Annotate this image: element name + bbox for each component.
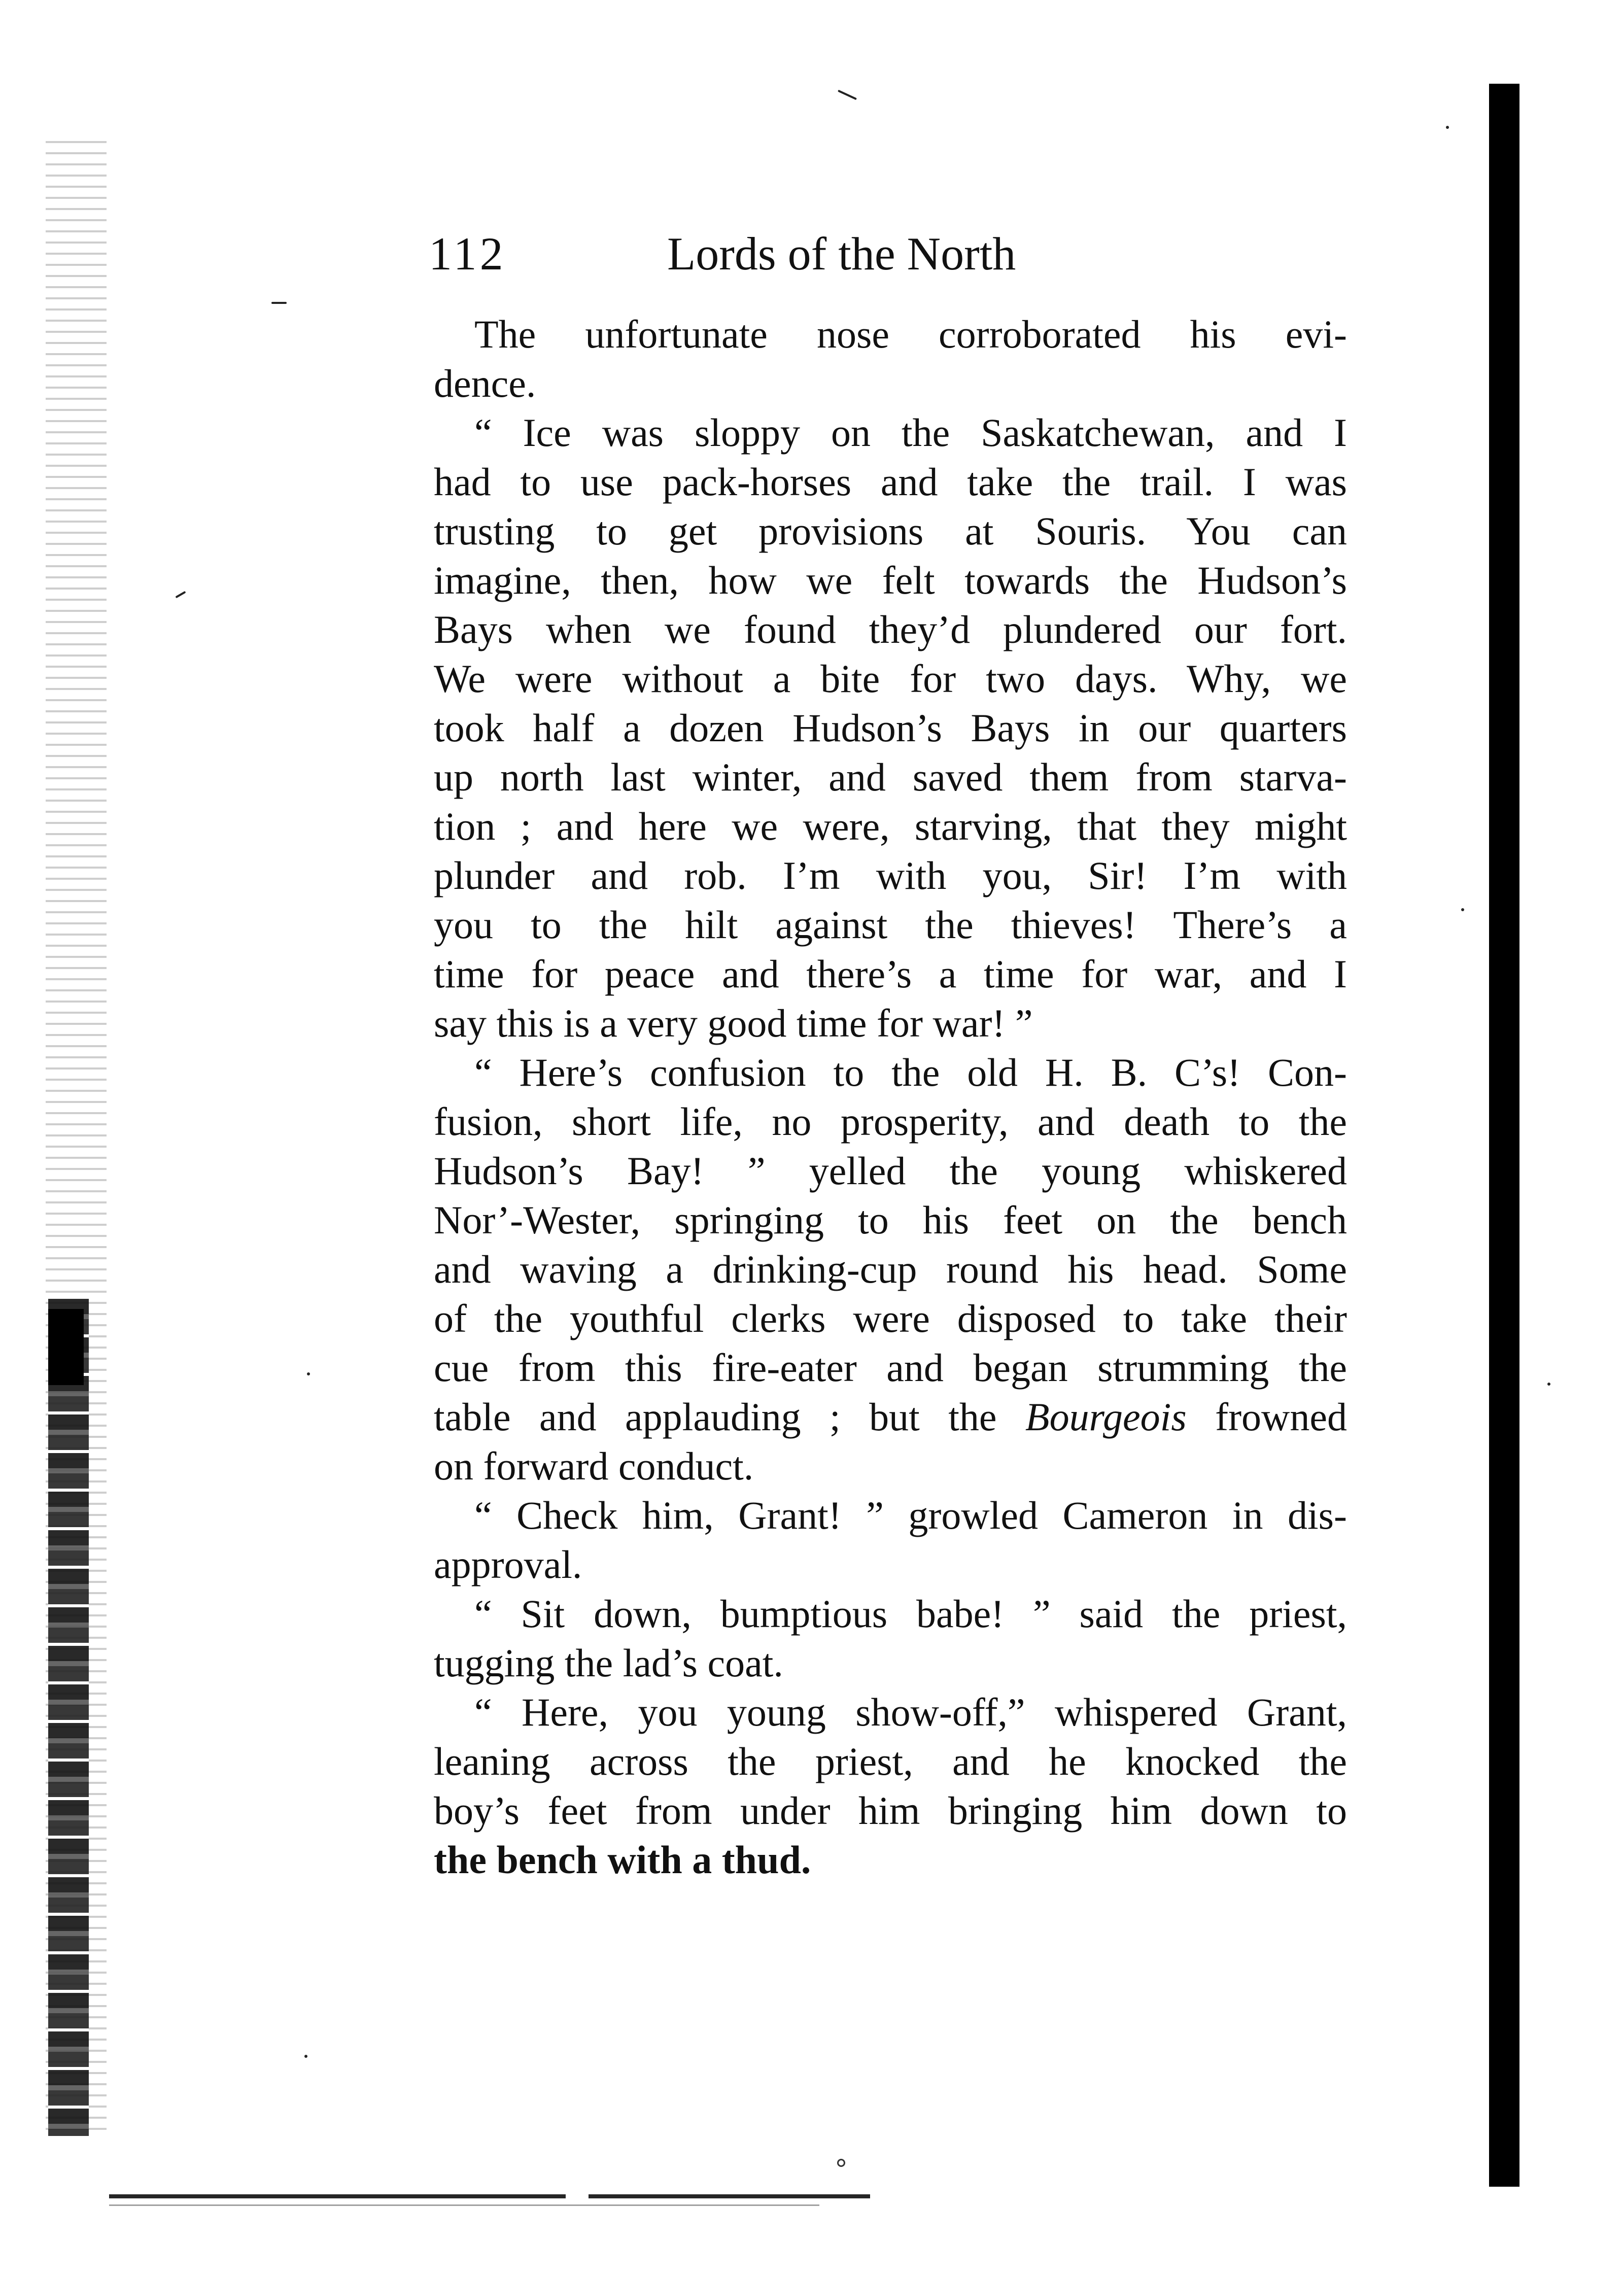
text-line: Nor’-Wester, springing to his feet on the bench (434, 1198, 1347, 1242)
text-line: “ Ice was sloppy on the Saskatchewan, and I (474, 410, 1347, 455)
text-line: approval. (434, 1542, 582, 1587)
scan-speck (838, 90, 857, 100)
text-line: trusting to get provisions at Souris. You can (434, 509, 1347, 553)
italic-line-before: table and applauding ; but the (434, 1395, 1025, 1439)
text-line: the bench with a thud. (434, 1838, 811, 1882)
scan-speck (271, 302, 287, 304)
text-line: The unfortunate nose corroborated his evi- (474, 312, 1347, 356)
text-line: plunder and rob. I’m with you, Sir! I’m with (434, 853, 1347, 898)
text-line: say this is a very good time for war! ” (434, 1001, 1033, 1045)
text-line-with-italic (434, 1392, 1347, 1441)
text-line: boy’s feet from under him bringing him down to (434, 1788, 1347, 1833)
text-line: on forward conduct. (434, 1444, 754, 1488)
text-line: tion ; and here we were, starving, that they might (434, 804, 1347, 848)
body-text (434, 309, 1347, 1884)
text-line: tugging the lad’s coat. (434, 1641, 783, 1685)
scan-spine-dark-band (48, 1299, 89, 2136)
scan-speck (304, 2055, 307, 2058)
text-line: of the youthful clerks were disposed to take their (434, 1296, 1347, 1340)
text-line: We were without a bite for two days. Why, we (434, 657, 1347, 701)
text-line: leaning across the priest, and he knocked the (434, 1739, 1347, 1783)
text-line: you to the hilt against the thieves! There’s a (434, 903, 1347, 947)
text-line: fusion, short life, no prosperity, and death to the (434, 1099, 1347, 1144)
text-line: “ Here’s confusion to the old H. B. C’s! Con- (474, 1050, 1347, 1094)
text-line: Hudson’s Bay! ” yelled the young whiskered (434, 1149, 1347, 1193)
running-title: Lords of the North (667, 228, 1016, 280)
scan-speck (1547, 1383, 1550, 1386)
text-line: had to use pack-horses and take the trail. I was (434, 460, 1347, 504)
scan-speck (837, 2159, 845, 2167)
text-line: took half a dozen Hudson’s Bays in our quarters (434, 706, 1347, 750)
italic-word: Bourgeois (1025, 1395, 1187, 1439)
text-line: cue from this fire-eater and began strumming the (434, 1346, 1347, 1390)
text-line: “ Here, you young show-off,” whispered Grant, (474, 1690, 1347, 1734)
text-line: up north last winter, and saved them from starva- (434, 755, 1347, 799)
text-line: Bays when we found they’d plundered our fort. (434, 607, 1347, 651)
scan-bottom-edge-line (109, 2194, 870, 2198)
text-line: and waving a drinking-cup round his head. Some (434, 1247, 1347, 1291)
text-line: “ Sit down, bumptious babe! ” said the priest, (474, 1592, 1347, 1636)
text-line: “ Check him, Grant! ” growled Cameron in dis- (474, 1493, 1347, 1537)
scan-speck (1461, 908, 1464, 911)
scan-speck (175, 591, 186, 598)
text-line: dence. (434, 361, 536, 405)
scan-spine-block (48, 1309, 84, 1385)
scan-speck (1446, 126, 1449, 129)
scan-speck (307, 1372, 310, 1375)
scan-bottom-edge-shadow (109, 2204, 819, 2206)
page-number: 112 (429, 228, 506, 280)
text-line: time for peace and there’s a time for war, and I (434, 952, 1347, 996)
running-head (429, 223, 1375, 284)
italic-line-after: frowned (1186, 1395, 1347, 1439)
scan-right-edge-bar (1489, 84, 1519, 2187)
text-line: imagine, then, how we felt towards the Hudson’s (434, 558, 1347, 602)
